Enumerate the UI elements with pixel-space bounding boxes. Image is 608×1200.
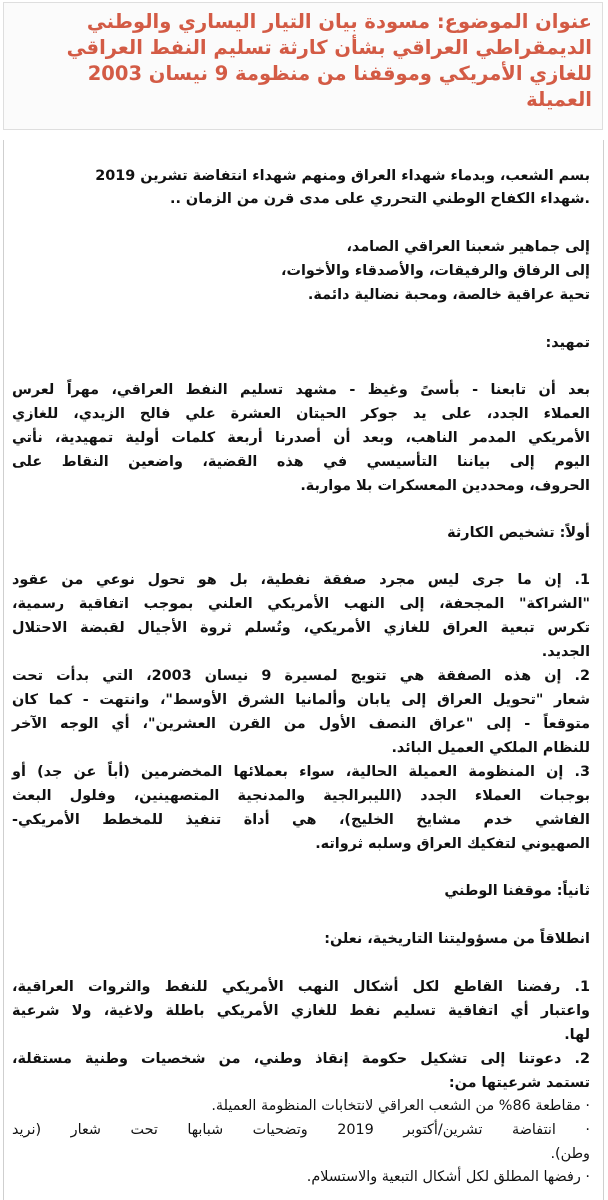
title-line: الديمقراطي العراقي بشأن كارثة تسليم النفط العراقي — [66, 36, 592, 59]
point-line: تكرس تبعية العراق للغازي الأمريكي، وتُسلم ثروة الأجيال لقبضة الاحتلال — [12, 620, 590, 636]
point-line: 2. إن هذه الصفقة هي تتويج لمسيرة 9 نيسان 2003، التي بدأت تحت — [12, 668, 590, 684]
point-line: تستمد شرعيتها من: — [448, 1075, 590, 1091]
point-line: 3. إن المنظومة العميلة الحالية، سواء بعملائها المخضرمين (أباً عن جد) أو — [12, 764, 590, 780]
bullet-item: وطن). — [550, 1146, 590, 1162]
paragraph-line: العملاء الجدد، على يد جوكر الحيتان العشرة علي فالح الزيدي، للغازي — [12, 406, 590, 422]
point-line: 2. دعوتنا إلى تشكيل حكومة إنقاذ وطني، من شخصيات وطنية مستقلة، — [12, 1051, 590, 1067]
point-line: بوجبات العملاء الجدد (الليبرالجية والمدنجية المتصهينين، وفلول البعث — [12, 788, 590, 804]
bullet-item: · انتفاضة تشرين/أكتوبر 2019 وتضحيات شبابها تحت شعار (نريد — [12, 1122, 590, 1138]
point-line: لها. — [564, 1027, 590, 1043]
point-line: الجديد. — [541, 644, 590, 660]
section-heading: ثانياً: موقفنا الوطني — [444, 883, 590, 899]
paragraph-line: اليوم إلى بياننا التأسيسي في هذه القضية، واضعين النقاط على — [12, 454, 590, 470]
title-line: العميلة — [526, 88, 592, 111]
point-line: متوقعاً - إلى "عراق النصف الأول من القرن العشرين"، أي الوجه الآخر — [12, 716, 590, 732]
point-line: 1. رفضنا القاطع لكل أشكال النهب الأمريكي للنفط والثروات العراقية، — [12, 979, 590, 995]
point-line: واعتبار أي اتفاقية تسليم نفط للغازي الأمريكي باطلة ولاغية، ولا شرعية — [12, 1003, 590, 1019]
section-heading: أولاً: تشخيص الكارثة — [447, 525, 590, 541]
page-edge-left — [3, 140, 4, 1200]
greeting-line: تحية عراقية خالصة، ومحبة نضالية دائمة. — [307, 287, 590, 303]
point-line: شعار "تحويل العراق إلى يابان وألمانيا الشرق الأوسط"، وانتهت - كما كان — [12, 692, 590, 708]
bullet-item: · رفضها المطلق لكل أشكال التبعية والاستسلام. — [306, 1169, 590, 1185]
title-line: عنوان الموضوع: مسودة بيان التيار اليساري والوطني — [86, 10, 592, 33]
greeting-line: إلى جماهير شعبنا العراقي الصامد، — [346, 239, 590, 255]
paragraph-line: الأمريكي المدمر الناهب، وبعد أن أصدرنا أربعة كلمات أولية تمهيدية، نأتي — [12, 430, 590, 446]
bullet-item: · مقاطعة 86% من الشعب العراقي لانتخابات المنظومة العميلة. — [211, 1098, 590, 1114]
greeting-line: إلى الرفاق والرفيقات، والأصدقاء والأخوات، — [281, 263, 590, 279]
point-line: للنظام الملكي العميل البائد. — [391, 740, 590, 756]
title-line: للغازي الأمريكي وموقفنا من منظومة 9 نيسان 2003 — [87, 62, 592, 85]
opening-line: .شهداء الكفاح الوطني التحرري على مدى قرن من الزمان .. — [169, 191, 590, 207]
opening-line: بسم الشعب، وبدماء شهداء العراق ومنهم شهداء انتفاضة تشرين 2019 — [95, 168, 590, 184]
point-line: الفاشي خدم مشايخ الخليج)، هي أداة تنفيذ للمخطط الأمريكي- — [12, 812, 590, 828]
point-line: 1. إن ما جرى ليس مجرد صفقة نفطية، بل هو تحول نوعي من عقود — [12, 572, 590, 588]
page-edge-right — [603, 140, 604, 1200]
section-heading: تمهيد: — [545, 335, 590, 351]
paragraph-line: الحروف، ومحددين المعسكرات بلا مواربة. — [300, 478, 590, 494]
point-line: "الشراكة" المجحفة، إلى النهب الأمريكي العلني بموجب اتفاقية رسمية، — [12, 596, 590, 612]
point-line: الصهيوني لتفكيك العراق وسلبه ثرواته. — [315, 836, 590, 852]
paragraph-line: بعد أن تابعنا - بأسىً وغيظ - مشهد تسليم النفط العراقي، مهراً لعرس — [12, 382, 590, 398]
section-intro: انطلاقاً من مسؤوليتنا التاريخية، نعلن: — [324, 931, 590, 947]
